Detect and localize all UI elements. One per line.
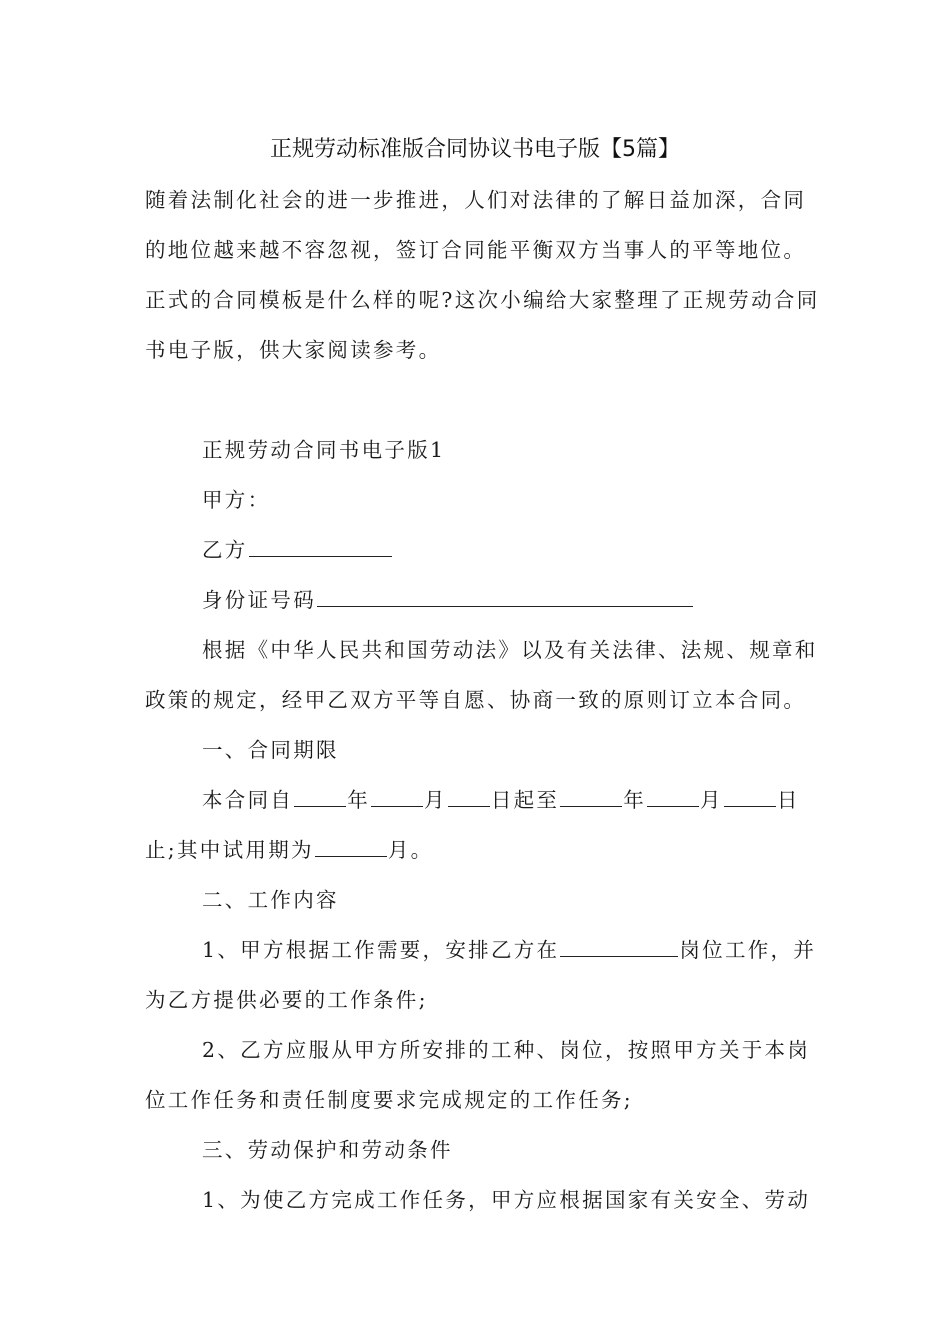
- id-number-row: [202, 586, 862, 614]
- term-line-1: [202, 786, 862, 814]
- id-number-label: 身份证号码: [202, 588, 316, 612]
- work-item-1-line-1: [202, 936, 862, 964]
- work-item-2-line-1: 2、乙方应服从甲方所安排的工种、岗位，按照甲方关于本岗: [202, 1038, 811, 1062]
- end-year-blank: [560, 786, 622, 807]
- start-month-blank: [371, 786, 423, 807]
- start-day-label: 日起至: [490, 788, 560, 812]
- intro-line-4: 书电子版，供大家阅读参考。: [145, 338, 442, 362]
- work-item-1-prefix: 1、甲方根据工作需要，安排乙方在: [202, 938, 560, 962]
- basis-line-1: 根据《中华人民共和国劳动法》以及有关法律、法规、规章和: [202, 638, 818, 662]
- work-heading: 二、工作内容: [202, 888, 339, 912]
- end-month-blank: [647, 786, 699, 807]
- protection-item-1: 1、为使乙方完成工作任务，甲方应根据国家有关安全、劳动: [202, 1188, 811, 1212]
- work-item-1-suffix: 岗位工作，并: [679, 938, 817, 962]
- end-month-label: 月: [700, 788, 723, 812]
- end-year-label: 年: [623, 788, 647, 812]
- work-item-1-line-2: 为乙方提供必要的工作条件;: [145, 988, 428, 1012]
- position-blank: [560, 936, 678, 957]
- intro-line-3: 正式的合同模板是什么样的呢?这次小编给大家整理了正规劳动合同: [145, 288, 820, 312]
- protection-heading: 三、劳动保护和劳动条件: [202, 1138, 453, 1162]
- basis-line-2: 政策的规定，经甲乙双方平等自愿、协商一致的原则订立本合同。: [145, 688, 807, 712]
- id-number-blank: [317, 586, 693, 607]
- probation-blank: [315, 836, 387, 857]
- section-title: 正规劳动合同书电子版1: [202, 438, 446, 462]
- term-heading: 一、合同期限: [202, 738, 339, 762]
- party-b-row: [202, 536, 862, 564]
- party-b-label: 乙方: [202, 538, 248, 562]
- probation-label: 止;其中试用期为: [145, 838, 314, 862]
- start-month-label: 月: [424, 788, 447, 812]
- document-title: 正规劳动标准版合同协议书电子版【5篇】: [270, 137, 680, 162]
- party-b-blank: [249, 536, 392, 557]
- end-day-label: 日: [776, 788, 800, 812]
- intro-line-2: 的地位越来越不容忽视，签订合同能平衡双方当事人的平等地位。: [145, 238, 807, 262]
- start-year-label: 年: [347, 788, 371, 812]
- start-year-blank: [294, 786, 346, 807]
- end-day-blank: [724, 786, 776, 807]
- party-a-label: 甲方：: [202, 488, 271, 512]
- work-item-2-line-2: 位工作任务和责任制度要求完成规定的工作任务;: [145, 1088, 634, 1112]
- term-start-label: 本合同自: [202, 788, 294, 812]
- intro-line-1: 随着法制化社会的进一步推进，人们对法律的了解日益加深，合同: [145, 188, 807, 212]
- start-day-blank: [448, 786, 490, 807]
- term-line-2: [145, 836, 805, 864]
- probation-suffix: 月。: [387, 838, 434, 862]
